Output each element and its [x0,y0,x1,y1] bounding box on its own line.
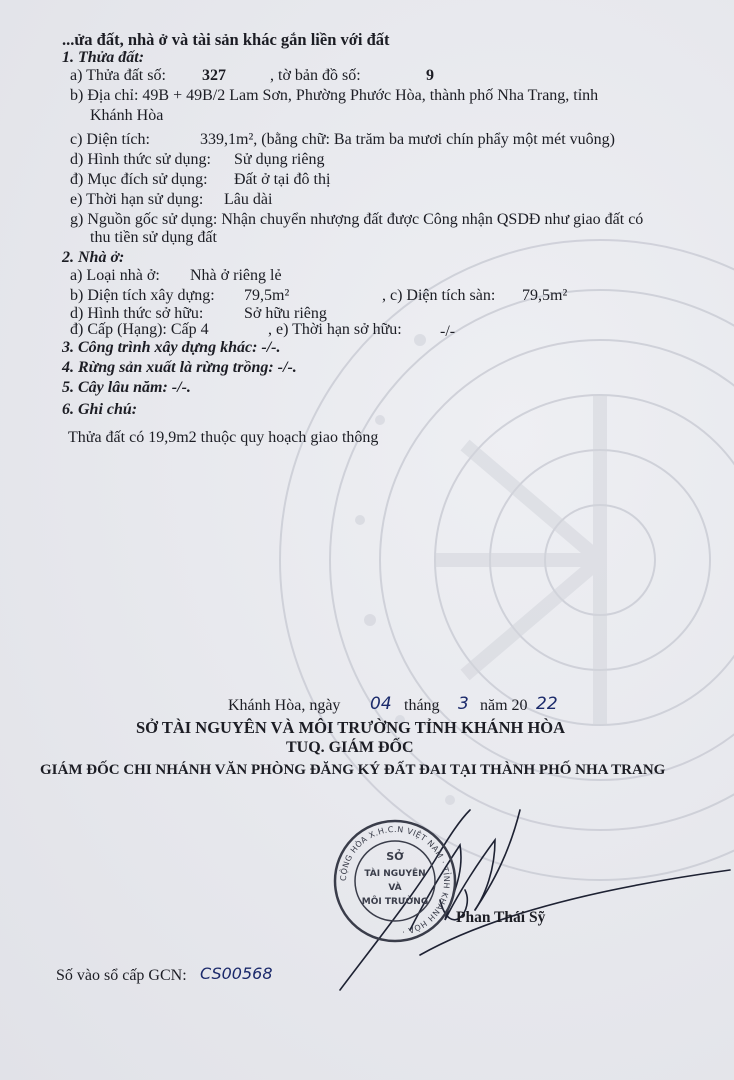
issuing-org: SỞ TÀI NGUYÊN VÀ MÔI TRƯỜNG TỈNH KHÁNH HÒA [136,718,566,737]
use-form-label: d) Hình thức sử dụng: [70,151,211,168]
document-title: ...ửa đất, nhà ở và tài sản khác gắn liền với đất [62,30,390,49]
parcel-number-label: a) Thửa đất số: [70,67,166,84]
use-term-value: Lâu dài [224,191,273,208]
svg-text:VÀ: VÀ [388,883,402,893]
use-term-label: e) Thời hạn sử dụng: [70,191,204,208]
date-month: 3 [458,694,469,714]
svg-text:SỞ: SỞ [386,850,404,863]
ownership-term-label: , e) Thời hạn sở hữu: [268,321,402,338]
date-year-suffix: 22 [536,694,558,714]
section-4: 4. Rừng sản xuất là rừng trồng: -/-. [62,359,297,376]
floor-area-label: , c) Diện tích sàn: [382,287,496,304]
building-area-value: 79,5m² [244,287,290,304]
origin-line-2: thu tiền sử dụng đất [90,229,217,246]
svg-text:MÔI TRƯỜNG: MÔI TRƯỜNG [361,897,429,907]
parcel-number-value: 327 [202,67,226,84]
gcn-register-value: CS00568 [200,964,273,983]
gcn-register-label: Số vào sổ cấp GCN: [56,967,187,984]
map-sheet-label: , tờ bản đồ số: [270,67,361,84]
section-2-heading: 2. Nhà ở: [62,249,125,266]
official-seal [332,818,458,944]
svg-text:TÀI NGUYÊN: TÀI NGUYÊN [364,869,426,879]
address-line-2: Khánh Hòa [90,107,164,124]
origin-line-1: g) Nguồn gốc sử dụng: Nhận chuyển nhượng đất được Công nhận QSDĐ như giao đất có [70,211,644,228]
date-year-label: năm 20 [480,697,528,714]
section-1-heading: 1. Thửa đất: [62,49,145,66]
section-3: 3. Công trình xây dựng khác: -/-. [62,339,281,356]
svg-text:CỘNG HÒA X.H.C.N VIỆT NAM · TỈ: CỘNG HÒA X.H.C.N VIỆT NAM · TỈNH KHÁNH HÒA · [338,824,452,937]
house-grade: đ) Cấp (Hạng): Cấp 4 [70,321,209,338]
use-purpose-label: đ) Mục đích sử dụng: [70,171,208,188]
use-purpose-value: Đất ở tại đô thị [234,171,331,188]
date-prefix: Khánh Hòa, ngày [228,697,341,714]
house-type-value: Nhà ở riêng lẻ [190,267,282,284]
address-line-1: b) Địa chỉ: 49B + 49B/2 Lam Sơn, Phường Phước Hòa, thành phố Nha Trang, tỉnh [70,87,599,104]
signer-name: Phan Thái Sỹ [456,909,546,926]
date-day: 04 [370,694,392,714]
section-5: 5. Cây lâu năm: -/-. [62,379,191,396]
building-area-label: b) Diện tích xây dựng: [70,287,215,304]
ownership-form-value: Sở hữu riêng [244,305,327,322]
ownership-term-value: -/- [440,323,456,340]
section-6-heading: 6. Ghi chú: [62,401,138,418]
area-label: c) Diện tích: [70,131,150,148]
area-value: 339,1m², (bằng chữ: Ba trăm ba mươi chín phẩy một mét vuông) [200,131,615,148]
ownership-form-label: d) Hình thức sở hữu: [70,305,204,322]
note-text: Thửa đất có 19,9m2 thuộc quy hoạch giao thông [68,429,379,446]
use-form-value: Sử dụng riêng [234,151,325,168]
map-sheet-value: 9 [426,67,434,84]
date-month-label: tháng [404,697,440,714]
signer-position: GIÁM ĐỐC CHI NHÁNH VĂN PHÒNG ĐĂNG KÝ ĐẤT ĐAI TẠI THÀNH PHỐ NHA TRANG [40,762,666,778]
house-type-label: a) Loại nhà ở: [70,267,160,284]
tuq-title: TUQ. GIÁM ĐỐC [286,739,414,756]
floor-area-value: 79,5m² [522,287,568,304]
